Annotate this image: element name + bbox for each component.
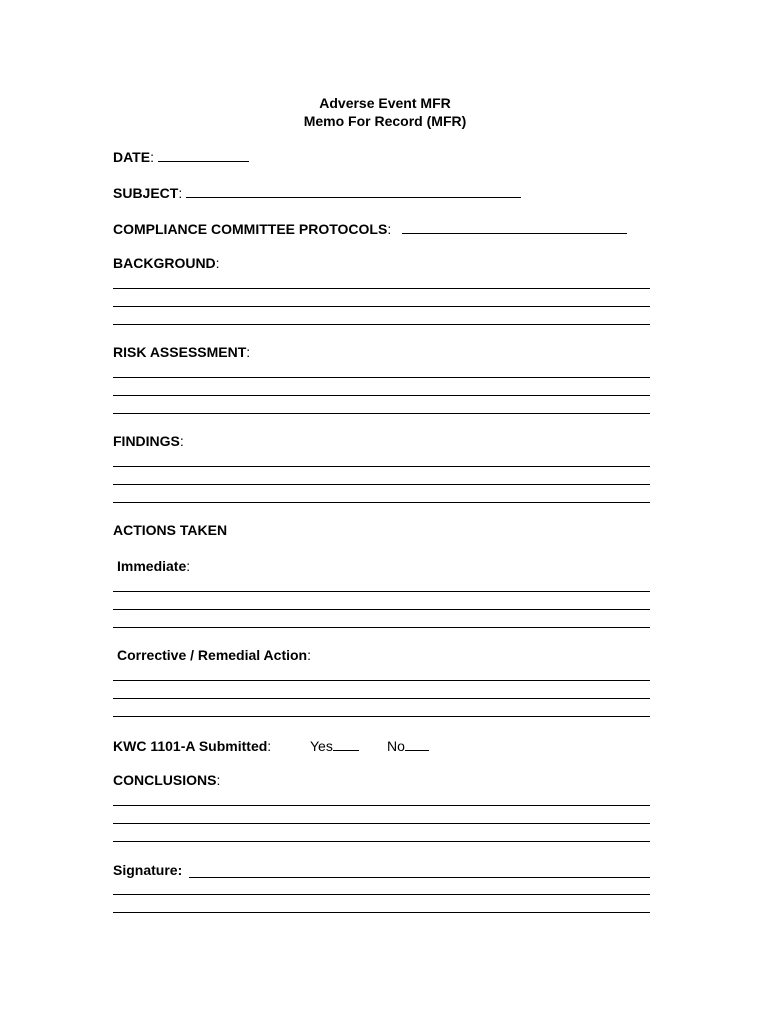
protocols-blank[interactable] (402, 219, 627, 234)
yes-option[interactable] (310, 737, 359, 755)
date-label: DATE (113, 149, 151, 165)
immediate-line-1[interactable] (113, 591, 650, 592)
kwc-colon: : (267, 738, 272, 754)
protocols-colon: : (387, 221, 392, 237)
no-label: No (387, 738, 405, 754)
corrective-line-1[interactable] (113, 680, 650, 681)
conclusions-line-3[interactable] (113, 841, 650, 842)
risk-colon: : (246, 344, 251, 360)
conclusions-label: CONCLUSIONS (113, 772, 217, 788)
findings-line-2[interactable] (113, 484, 650, 485)
risk-line-3[interactable] (113, 413, 650, 414)
findings-colon: : (179, 433, 184, 449)
corrective-line-2[interactable] (113, 698, 650, 699)
date-blank[interactable] (158, 147, 249, 162)
findings-heading (113, 432, 184, 450)
immediate-line-3[interactable] (113, 627, 650, 628)
document-title: Adverse Event MFR (319, 95, 451, 111)
conclusions-heading (113, 771, 220, 789)
background-line-1[interactable] (113, 288, 650, 289)
conclusions-colon: : (216, 772, 221, 788)
actions-heading (113, 521, 227, 539)
signature-label: Signature: (113, 862, 183, 878)
yes-label: Yes (310, 738, 333, 754)
kwc-field (113, 737, 271, 755)
subject-colon: : (178, 185, 183, 201)
subject-field (113, 183, 521, 202)
signature-line-2[interactable] (113, 894, 650, 895)
signature-field (113, 861, 182, 879)
subject-blank[interactable] (186, 183, 521, 198)
corrective-heading (117, 646, 311, 664)
signature-line-3[interactable] (113, 912, 650, 913)
findings-line-1[interactable] (113, 466, 650, 467)
document-subtitle: Memo For Record (MFR) (303, 113, 467, 129)
no-option[interactable] (387, 737, 429, 755)
subject-label: SUBJECT (113, 185, 179, 201)
protocols-field (113, 219, 627, 238)
date-colon: : (150, 149, 154, 165)
corrective-label: Corrective / Remedial Action (117, 647, 308, 663)
background-line-3[interactable] (113, 324, 650, 325)
risk-heading (113, 343, 250, 361)
signature-line[interactable] (189, 877, 650, 878)
findings-line-3[interactable] (113, 502, 650, 503)
corrective-line-3[interactable] (113, 716, 650, 717)
conclusions-line-1[interactable] (113, 805, 650, 806)
risk-line-1[interactable] (113, 377, 650, 378)
background-label: BACKGROUND (113, 255, 216, 271)
immediate-label: Immediate (117, 558, 187, 574)
findings-label: FINDINGS (113, 433, 180, 449)
document-header (0, 94, 770, 130)
corrective-colon: : (307, 647, 311, 663)
no-blank[interactable] (405, 737, 429, 751)
immediate-heading (117, 557, 190, 575)
background-heading (113, 254, 220, 272)
kwc-label: KWC 1101-A Submitted (113, 738, 268, 754)
yes-blank[interactable] (333, 737, 359, 751)
background-line-2[interactable] (113, 306, 650, 307)
risk-line-2[interactable] (113, 395, 650, 396)
background-colon: : (215, 255, 220, 271)
immediate-colon: : (186, 558, 191, 574)
actions-label: ACTIONS TAKEN (113, 522, 228, 538)
conclusions-line-2[interactable] (113, 823, 650, 824)
immediate-line-2[interactable] (113, 609, 650, 610)
risk-label: RISK ASSESSMENT (113, 344, 247, 360)
date-field (113, 147, 249, 166)
protocols-label: COMPLIANCE COMMITTEE PROTOCOLS (113, 221, 388, 237)
